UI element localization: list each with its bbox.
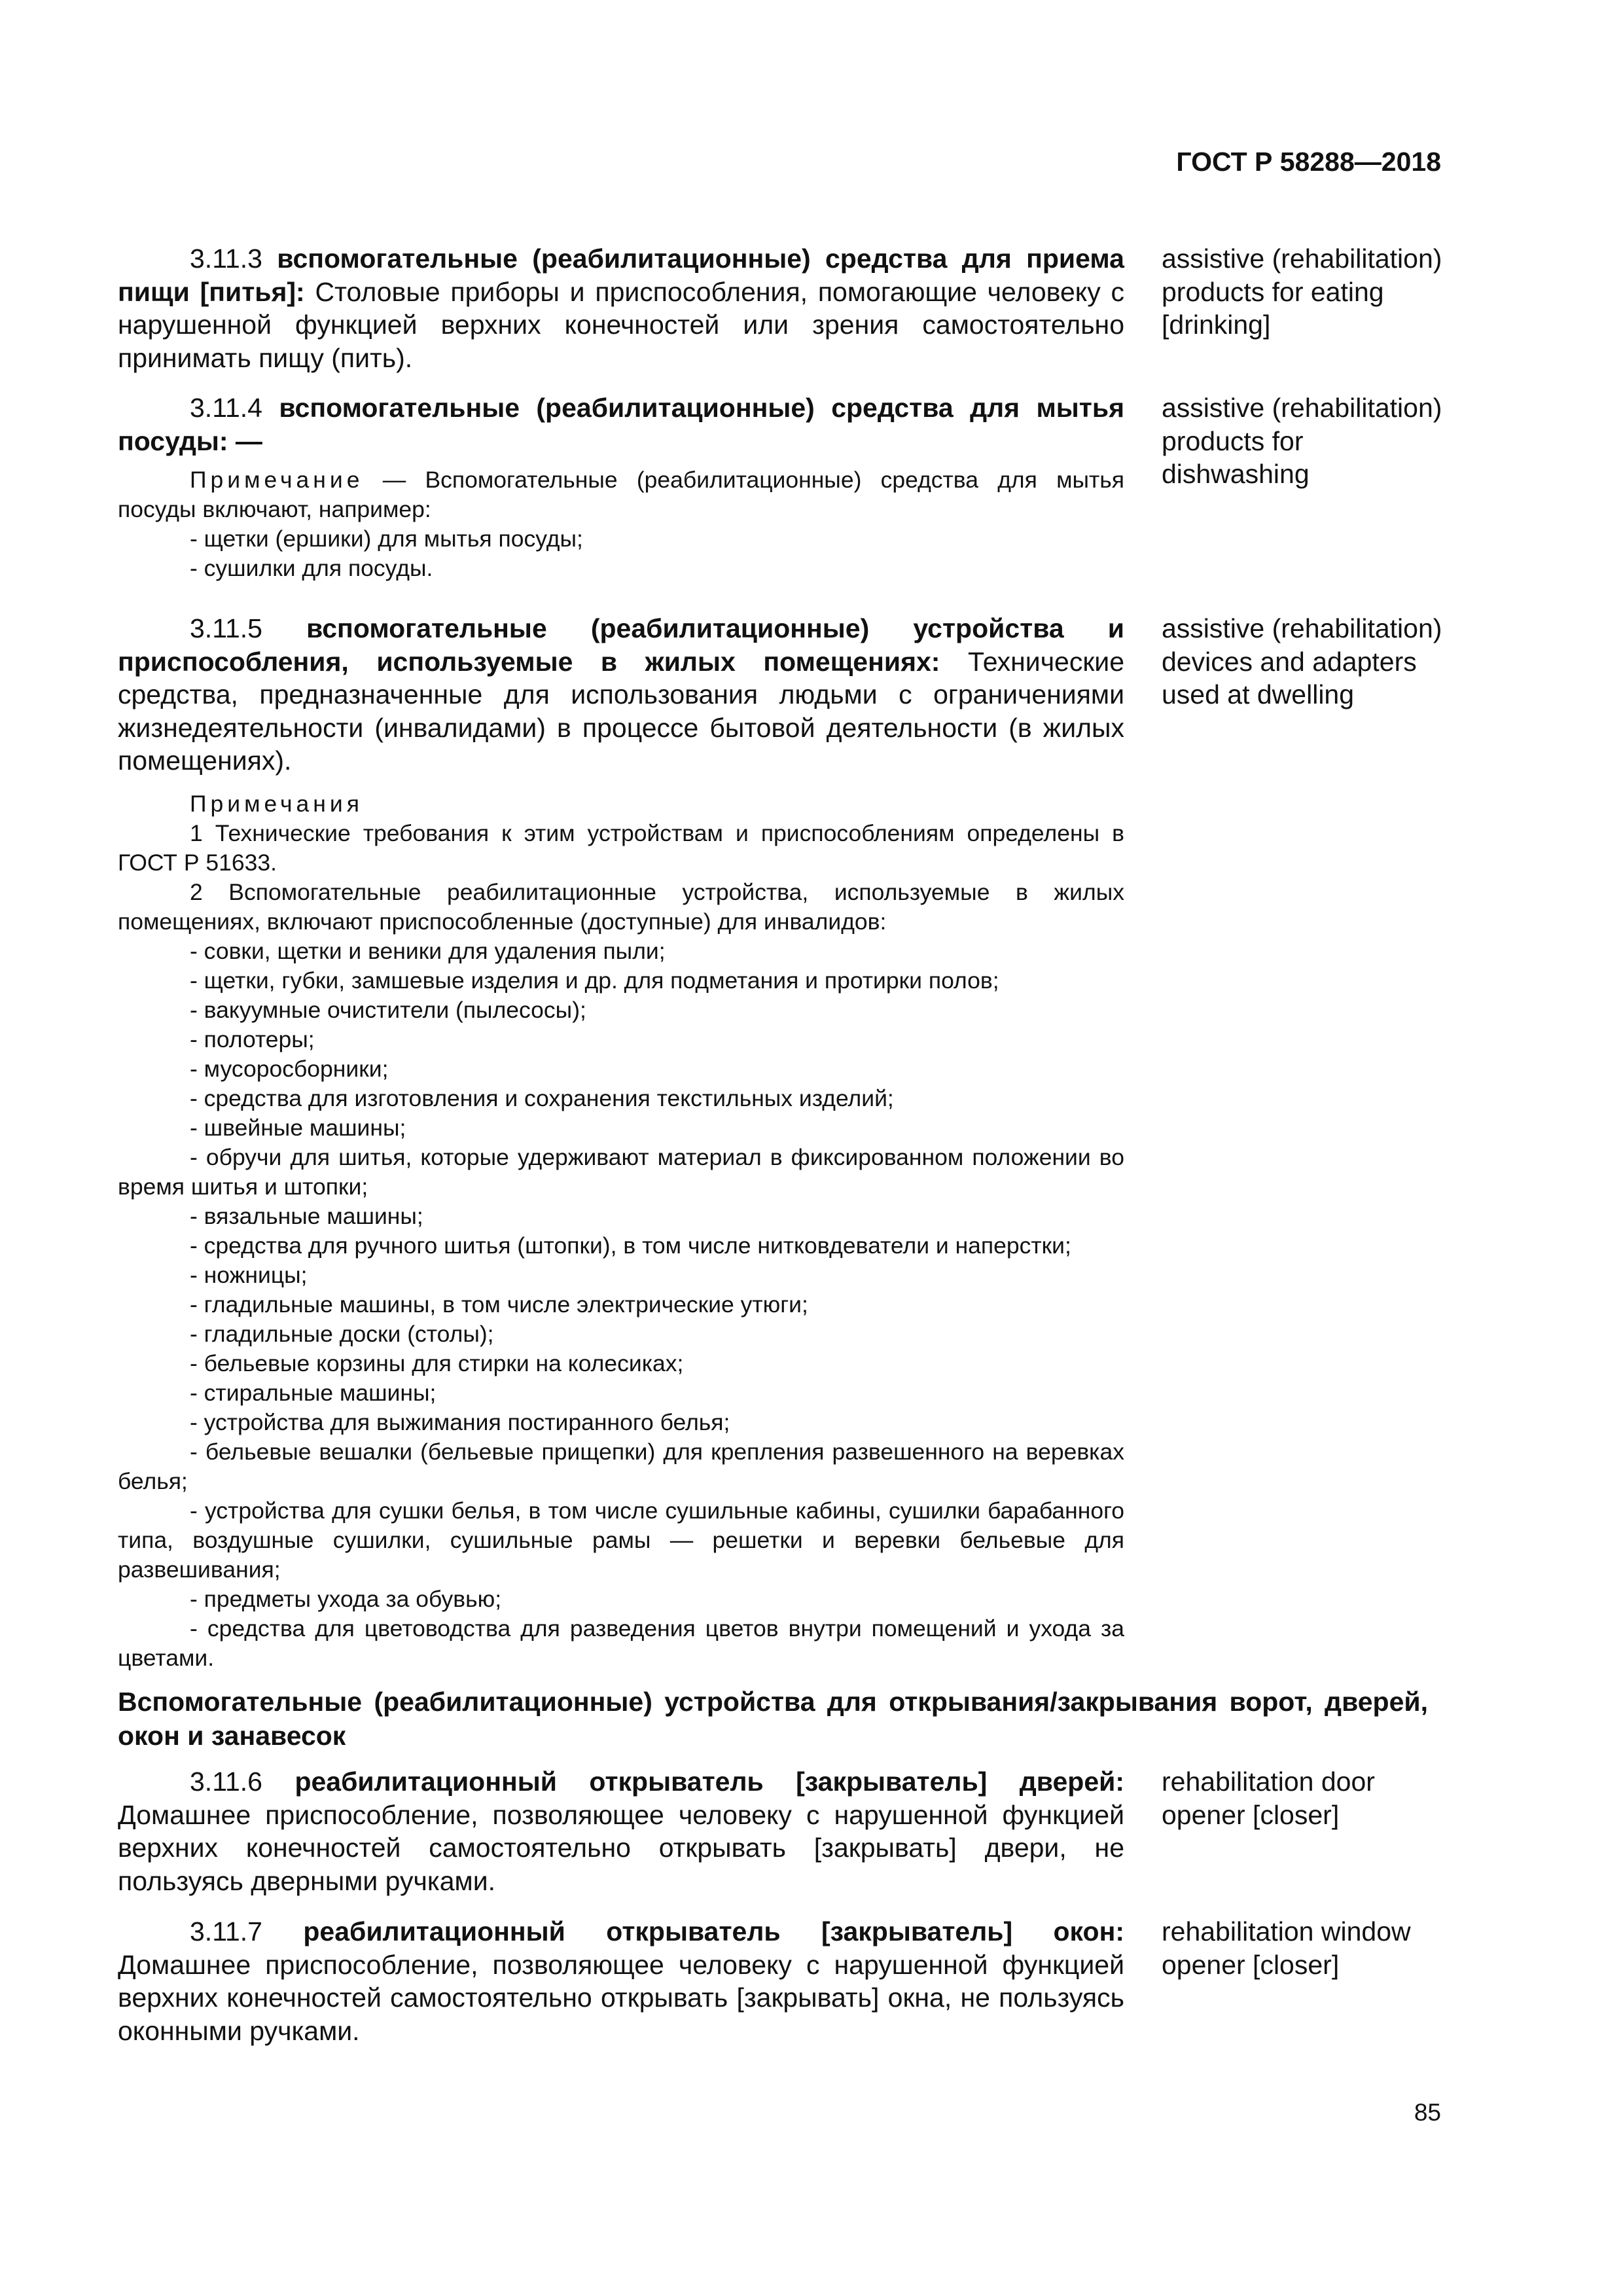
definition: Домашнее приспособление, позволяющее человеку с нарушенной функцией верхних конечностей самостоятельно открывать [закрывать] двери, не пользуясь дверными ручками. [118,1799,1124,1896]
note-list-item: - сушилки для посуды. [190,555,433,581]
note-list-item: - щетки, губки, замшевые изделия и др. для подметания и протирки полов; [190,967,999,994]
entry-number: 3.11.4 [190,393,262,423]
note-list-item: - гладильные доски (столы); [190,1320,494,1347]
note-list-item: - устройства для сушки белья, в том числе сушильные кабины, сушилки барабанного типа, воздушные сушилки, сушильные рамы — решетки и веревки бельевые для развешивания; [118,1497,1124,1583]
term-ru: вспомогательные (реабилитационные) средства для приема пищи [питья]: [118,243,1124,307]
note-list-item: - мусоросборники; [190,1055,389,1082]
note-2: 2 Вспомогательные реабилитационные устройства, используемые в жилых помещениях, включают приспособленные (доступные) для инвалидов: [118,878,1124,935]
note-list-item: - стиральные машины; [190,1379,437,1406]
note-list-item: - устройства для выжимания постиранного белья; [190,1408,730,1435]
term-en: rehabilitation window opener [closer] [1162,1916,1411,1980]
entry-number: 3.11.7 [190,1916,262,1946]
note-list-item: - швейные машины; [190,1114,406,1141]
note-block [118,465,1124,583]
note-label: Примечание [190,467,364,493]
note-list-item: - вакуумные очистители (пылесосы); [190,996,586,1023]
entry-number: 3.11.5 [190,613,262,643]
term-en: assistive (rehabilitation) products for eating [drinking] [1162,243,1442,340]
note-list-item: - бельевые вешалки (бельевые прищепки) для крепления развешенного на веревках белья; [118,1438,1124,1494]
note-list-item: - предметы ухода за обувью; [190,1585,502,1612]
definition: Технические средства, предназначенные для использования людьми с ограничениями жизнедеятельности (инвалидами) в процессе бытовой деятельности (в жилых помещениях). [118,646,1124,776]
term-en: assistive (rehabilitation) products for dishwashing [1162,393,1442,489]
entry-3-11-3 [118,242,1441,374]
entry-3-11-4 [118,391,1441,583]
page-number: 85 [1414,2099,1441,2126]
entry-text [118,391,1124,583]
notes-block [118,789,1124,1673]
term-ru: реабилитационный открыватель [закрыватель] дверей: [294,1767,1124,1797]
note-list-item: - щетки (ершики) для мытья посуды; [190,526,583,552]
note-list-item: - полотеры; [190,1026,315,1052]
entry-3-11-7 [118,1915,1441,2047]
entry-text [118,242,1124,374]
note-1: 1 Технические требования к этим устройствам и приспособлениям определены в ГОСТ Р 51633. [118,819,1124,876]
term-en: assistive (rehabilitation) devices and adapters used at dwelling [1162,613,1442,709]
entry-text [118,1765,1124,1897]
note-list-item: - вязальные машины; [190,1202,423,1229]
definition: Столовые приборы и приспособления, помогающие человеку с нарушенной функцией верхних конечностей или зрения самостоятельно принимать пищу (пить). [118,276,1124,373]
term-ru: вспомогательные (реабилитационные) средства для мытья посуды: — [118,393,1124,456]
term-ru: реабилитационный открыватель [закрыватель] окон: [303,1916,1124,1946]
entry-number: 3.11.3 [190,243,262,274]
note-list-item: - бельевые корзины для стирки на колесиках; [190,1350,684,1376]
document-id-header: ГОСТ Р 58288—2018 [1176,147,1441,177]
note-list-item: - совки, щетки и веники для удаления пыли; [190,937,666,964]
section-heading: Вспомогательные (реабилитационные) устройства для открывания/закрывания ворот, дверей, окон и занавесок [118,1687,1428,1751]
note-list-item: - средства для изготовления и сохранения текстильных изделий; [190,1085,894,1111]
entry-text [118,1915,1124,2047]
note-list-item: - гладильные машины, в том числе электрические утюги; [190,1291,808,1318]
note-list-item: - средства для ручного шитья (штопки), в том числе нитковдеватели и наперстки; [190,1232,1071,1259]
note-list-item: - средства для цветоводства для разведения цветов внутри помещений и ухода за цветами. [118,1615,1124,1671]
entry-3-11-5 [118,612,1441,1673]
notes-label: Примечания [190,790,363,817]
note-text: — Вспомогательные (реабилитационные) средства для мытья посуды включают, например: [118,467,1124,522]
term-en: rehabilitation door opener [closer] [1162,1767,1375,1830]
note-list-item: - ножницы; [190,1261,308,1288]
term-ru: вспомогательные (реабилитационные) устройства и приспособления, используемые в жилых помещениях: [118,613,1124,677]
note-list-item: - обручи для шитья, которые удерживают материал в фиксированном положении во время шитья и штопки; [118,1143,1124,1200]
entry-text [118,612,1124,1673]
entry-number: 3.11.6 [190,1767,262,1797]
definition: Домашнее приспособление, позволяющее человеку с нарушенной функцией верхних конечностей самостоятельно открывать [закрывать] окна, не пользуясь оконными ручками. [118,1949,1124,2046]
entry-3-11-6 [118,1765,1441,1897]
